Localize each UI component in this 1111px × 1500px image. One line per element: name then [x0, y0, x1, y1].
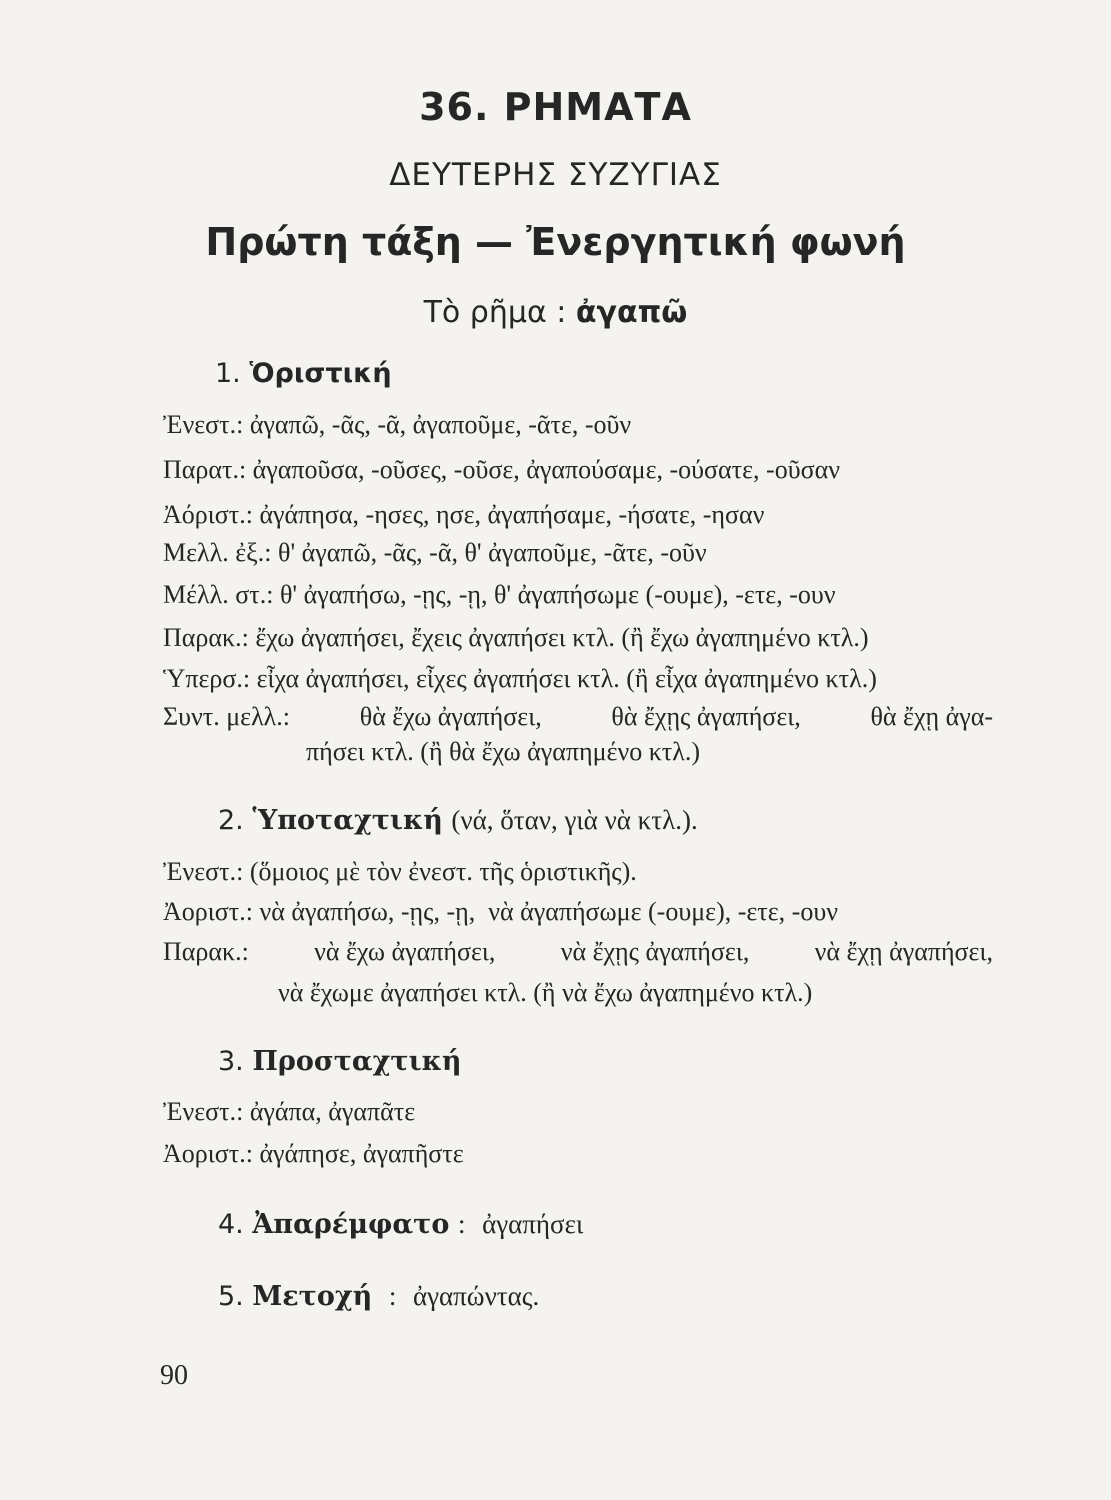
indicative-row-aorist	[163, 500, 764, 530]
tense-forms: ἀγαποῦσα, -οῦσες, -οῦσε, ἀγαπούσαμε, -ούσατε, -οῦσαν	[252, 455, 840, 484]
tense-forms: νὰ ἔχω ἀγαπήσει,	[314, 937, 496, 966]
indicative-row-future-continuous	[163, 538, 707, 568]
indicative-row-imperfect	[163, 455, 840, 485]
section-title: Ὑποταχτική	[252, 805, 443, 836]
tense-label: Ἀοριστ.:	[163, 1139, 253, 1168]
section-participle	[218, 1281, 539, 1312]
tense-forms: (ὅμοιος μὲ τὸν ἐνεστ. τῆς ὁριστικῆς).	[249, 857, 637, 886]
verb-prefix: Τὸ ρῆμα :	[423, 295, 567, 330]
tense-label: Παρακ.:	[163, 623, 249, 652]
indicative-row-present	[163, 410, 631, 440]
imperative-row-aorist	[163, 1139, 464, 1169]
page-number: 90	[160, 1360, 188, 1391]
imperative-row-present	[163, 1097, 415, 1127]
section-note: (νά, ὅταν, γιὰ νὰ κτλ.).	[451, 805, 698, 835]
subjunctive-row-perfect	[163, 937, 993, 967]
section-number: 5.	[218, 1281, 244, 1312]
tense-label: Μελλ. ἐξ.:	[163, 538, 272, 567]
section-form: ἀγαπώντας.	[412, 1281, 540, 1311]
tense-label: Ὑπερσ.:	[163, 664, 251, 693]
tense-label: Μέλλ. στ.:	[163, 580, 274, 609]
section-title: Μετοχή	[252, 1281, 373, 1312]
tense-forms: ἀγάπησα, -ησες, ησε, ἀγαπήσαμε, -ήσατε, -ησαν	[259, 500, 765, 529]
tense-forms: νὰ ἔχῃ ἀγαπήσει,	[814, 937, 993, 966]
tense-label: Ἐνεστ.:	[163, 1097, 244, 1126]
tense-forms: ἀγαπῶ, -ᾶς, -ᾶ, ἀγαποῦμε, -ᾶτε, -οῦν	[249, 410, 632, 439]
subjunctive-row-present	[163, 857, 637, 887]
section-infinitive	[218, 1209, 583, 1240]
tense-forms: ἔχω ἀγαπήσει, ἔχεις ἀγαπήσει κτλ. (ἢ ἔχω ἀγαπημένο κτλ.)	[255, 623, 869, 652]
tense-label: Ἀόριστ.:	[163, 500, 253, 529]
tense-forms: νὰ ἀγαπήσω, -ῃς, -ῃ, νὰ ἀγαπήσωμε (-ουμε), -ετε, -ουν	[259, 897, 838, 926]
section-subjunctive-heading	[218, 805, 698, 836]
tense-forms: θ' ἀγαπήσω, -ῃς, -ῃ, θ' ἀγαπήσωμε (-ουμε), -ετε, -ουν	[279, 580, 836, 609]
section-indicative-heading	[215, 358, 392, 389]
section-form: ἀγαπήσει	[482, 1209, 584, 1239]
tense-forms: νὰ ἔχῃς ἀγαπήσει,	[560, 937, 750, 966]
tense-label: Ἀοριστ.:	[163, 897, 253, 926]
conjugation-title: ΔΕΥΤΕΡΗΣ ΣΥΖΥΓΙΑΣ	[389, 157, 722, 193]
section-imperative-heading	[218, 1046, 462, 1077]
tense-label: Ἐνεστ.:	[163, 410, 244, 439]
indicative-row-pluperfect	[163, 664, 877, 694]
section-number: 2.	[218, 805, 244, 836]
tense-forms: ἀγάπησε, ἀγαπῆστε	[259, 1139, 464, 1168]
tense-forms: θὰ ἔχω ἀγαπήσει,	[359, 702, 542, 731]
section-number: 3.	[218, 1046, 244, 1077]
tense-label: Παρακ.:	[163, 937, 249, 966]
subjunctive-row-perfect-continuation: νὰ ἔχωμε ἀγαπήσει κτλ. (ἢ νὰ ἔχω ἀγαπημένο κτλ.)	[278, 978, 813, 1007]
section-number: 4.	[218, 1209, 244, 1240]
tense-forms: ἀγάπα, ἀγαπᾶτε	[249, 1097, 416, 1126]
section-separator: :	[457, 1209, 466, 1239]
indicative-row-perfect	[163, 623, 869, 653]
subjunctive-row-aorist	[163, 897, 838, 927]
section-separator: :	[388, 1281, 397, 1311]
tense-label: Παρατ.:	[163, 455, 247, 484]
tense-forms: θὰ ἔχῃ ἀγα-	[870, 702, 993, 731]
voice-title: Πρώτη τάξη — Ἐνεργητική φωνή	[205, 220, 906, 264]
indicative-row-future-perfect-continuation: πήσει κτλ. (ἢ θὰ ἔχω ἀγαπημένο κτλ.)	[306, 737, 701, 766]
section-number: 1.	[215, 358, 241, 389]
tense-label: Ἐνεστ.:	[163, 857, 244, 886]
section-title: Ὁριστική	[249, 358, 392, 389]
indicative-row-future-perfect	[163, 702, 993, 732]
verb-word: ἀγαπῶ	[575, 295, 688, 330]
chapter-title: 36. ΡΗΜΑΤΑ	[419, 85, 692, 129]
tense-label: Συντ. μελλ.:	[163, 702, 291, 731]
indicative-row-future-simple	[163, 580, 835, 610]
verb-heading	[0, 295, 1111, 330]
section-title: Ἀπαρέμφατο	[252, 1209, 450, 1240]
tense-forms: εἶχα ἀγαπήσει, εἶχες ἀγαπήσει κτλ. (ἢ εἶχα ἀγαπημένο κτλ.)	[256, 664, 877, 693]
tense-forms: θὰ ἔχῃς ἀγαπήσει,	[611, 702, 801, 731]
tense-forms: θ' ἀγαπῶ, -ᾶς, -ᾶ, θ' ἀγαποῦμε, -ᾶτε, -οῦν	[277, 538, 707, 567]
section-title: Προσταχτική	[252, 1046, 462, 1077]
